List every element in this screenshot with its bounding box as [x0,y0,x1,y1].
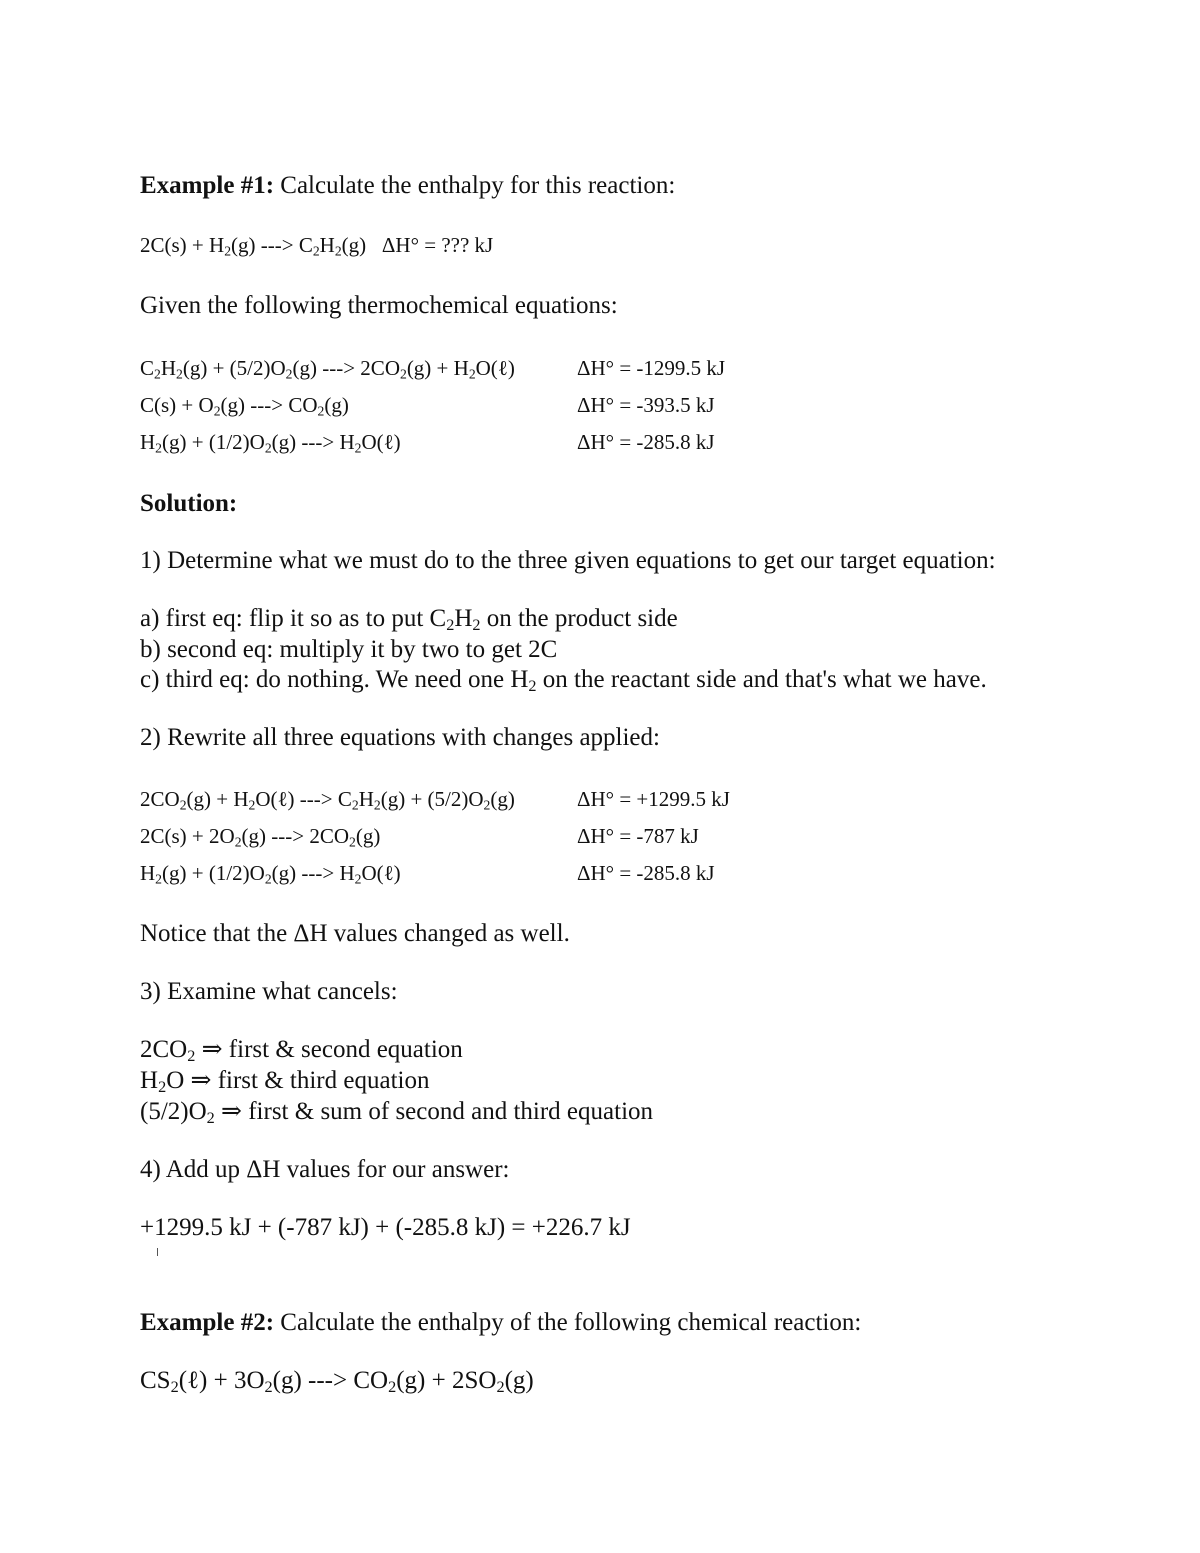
eq-sub: 2 [224,243,232,259]
rewritten-equation-1 [140,784,515,814]
eq-subscript: 2 [234,834,242,850]
eq-subscript: 2 [472,616,481,635]
eq-part: O(ℓ) [475,356,515,380]
eq-subscript: 2 [264,871,272,887]
eq-part: (g) ---> C [231,233,313,257]
step-4: 4) Add up ΔH values for our answer: [140,1156,510,1183]
eq-sub: 2 [312,243,320,259]
eq-part: c) third eq: do nothing. We need one H [140,666,529,693]
step-1-item-a [140,604,678,634]
example-2-label: Example #2: [140,1309,275,1336]
eq-part: (g) [504,1367,534,1394]
eq-part: H [140,1067,159,1094]
given-equation-1 [140,353,515,383]
step-1: 1) Determine what we must do to the three given equations to get our target equation: [140,547,996,574]
cancel-item-3 [140,1097,653,1127]
eq-subscript: 2 [264,1378,273,1397]
eq-subscript: 2 [483,797,491,813]
eq-part: (g) [324,393,349,417]
step-3: 3) Examine what cancels: [140,978,398,1005]
eq-part: H [140,430,156,454]
eq-subscript: 2 [399,366,407,382]
cancel-item-2 [140,1066,429,1096]
eq-part: (g) + (5/2)O [182,356,286,380]
eq-subscript: 2 [158,1078,167,1097]
given-dh-3: ΔH° = -285.8 kJ [577,430,715,454]
eq-subscript: 2 [213,403,221,419]
eq-subscript: 2 [388,1378,397,1397]
eq-subscript: 2 [496,1378,505,1397]
eq-part: (g) [490,787,515,811]
eq-part: C(s) + O [140,393,214,417]
rewritten-equation-3 [140,858,401,888]
eq-subscript: 2 [285,366,293,382]
eq-part: (g) [355,824,381,848]
eq-subscript: 2 [468,366,476,382]
cancel-item-1 [140,1035,463,1065]
eq-subscript: 2 [155,440,162,456]
example-2-text: Calculate the enthalpy of the following chemical reaction: [274,1309,862,1336]
eq-subscript: 2 [155,871,162,887]
eq-sub: 2 [334,243,342,259]
eq-part: (g) ---> H [271,430,355,454]
rewritten-dh-3: ΔH° = -285.8 kJ [577,861,715,885]
eq-subscript: 2 [154,366,161,382]
eq-part: O(ℓ) [361,430,401,454]
eq-part: (g) + H [186,787,249,811]
step-2: 2) Rewrite all three equations with changes applied: [140,724,660,751]
eq-part: (g) + (1/2)O [162,861,265,885]
eq-part: ⇒ first & second equation [195,1036,463,1063]
eq-part: (5/2)O [140,1098,207,1125]
eq-part: O(ℓ) [361,861,401,885]
eq-subscript: 2 [349,834,356,850]
eq-subscript: 2 [179,797,187,813]
eq-part: (g) ---> 2CO [292,356,400,380]
eq-part: 2CO [140,787,180,811]
example-1-heading [140,171,675,201]
eq-part: 2C(s) + H [140,233,225,257]
example-2-equation [140,1366,534,1396]
solution-label [140,489,237,519]
eq-part: H [160,356,177,380]
eq-part: a) first eq: flip it so as to put C [140,605,447,632]
eq-part: 2CO [140,1036,188,1063]
eq-subscript: 2 [528,677,537,696]
rewritten-equation-2 [140,821,380,851]
target-equation [140,230,493,260]
rewritten-dh-2: ΔH° = -787 kJ [577,824,699,848]
eq-part: H [454,605,473,632]
given-dh-1: ΔH° = -1299.5 kJ [577,356,726,380]
eq-part: (g) + (5/2)O [380,787,484,811]
eq-subscript: 2 [170,1378,179,1397]
eq-part: (g) [341,233,367,257]
eq-subscript: 2 [351,797,359,813]
eq-subscript: 2 [206,1109,215,1128]
eq-part: (g) ---> CO [220,393,318,417]
eq-part: C [140,356,155,380]
example-1-label: Example #1: [140,172,275,199]
eq-part: H [358,787,374,811]
example-2-heading [140,1308,861,1338]
rewritten-dh-1: ΔH° = +1299.5 kJ [577,787,730,811]
eq-part: O ⇒ first & third equation [166,1067,430,1094]
given-dh-2: ΔH° = -393.5 kJ [577,393,715,417]
answer: +1299.5 kJ + (-787 kJ) + (-285.8 kJ) = +226.7 kJ [140,1214,631,1241]
given-equation-2 [140,390,349,420]
eq-subscript: 2 [373,797,381,813]
eq-part: (g) ---> H [271,861,355,885]
example-1-text: Calculate the enthalpy for this reaction: [274,172,676,199]
eq-part: (g) ---> CO [272,1367,389,1394]
eq-subscript: 2 [354,871,362,887]
given-equation-3 [140,427,401,457]
eq-subscript: 2 [446,616,455,635]
eq-part: H [319,233,335,257]
eq-part: H [140,861,156,885]
notice-text: Notice that the ΔH values changed as well. [140,920,570,947]
eq-part: on the reactant side and that's what we have. [536,666,987,693]
eq-part: (g) + H [406,356,469,380]
target-dh: ΔH° = ??? kJ [381,233,494,257]
eq-part: (g) + (1/2)O [162,430,265,454]
step-1-item-c [140,665,987,695]
step-1-item-b: b) second eq: multiply it by two to get 2C [140,636,558,663]
eq-part: CS [140,1367,171,1394]
eq-part: 2C(s) + 2O [140,824,235,848]
eq-part: Solution: [140,490,238,517]
eq-part: (g) + 2SO [396,1367,497,1394]
eq-part: (ℓ) + 3O [178,1367,265,1394]
eq-part: ⇒ first & sum of second and third equation [214,1098,654,1125]
eq-part: O(ℓ) ---> C [255,787,352,811]
eq-part: (g) ---> 2CO [241,824,349,848]
stray-mark [157,1248,158,1256]
given-text: Given the following thermochemical equations: [140,292,618,319]
eq-subscript: 2 [187,1047,196,1066]
eq-subscript: 2 [354,440,362,456]
eq-subscript: 2 [264,440,272,456]
eq-part: on the product side [480,605,678,632]
eq-subscript: 2 [248,797,256,813]
eq-subscript: 2 [176,366,183,382]
eq-subscript: 2 [317,403,325,419]
